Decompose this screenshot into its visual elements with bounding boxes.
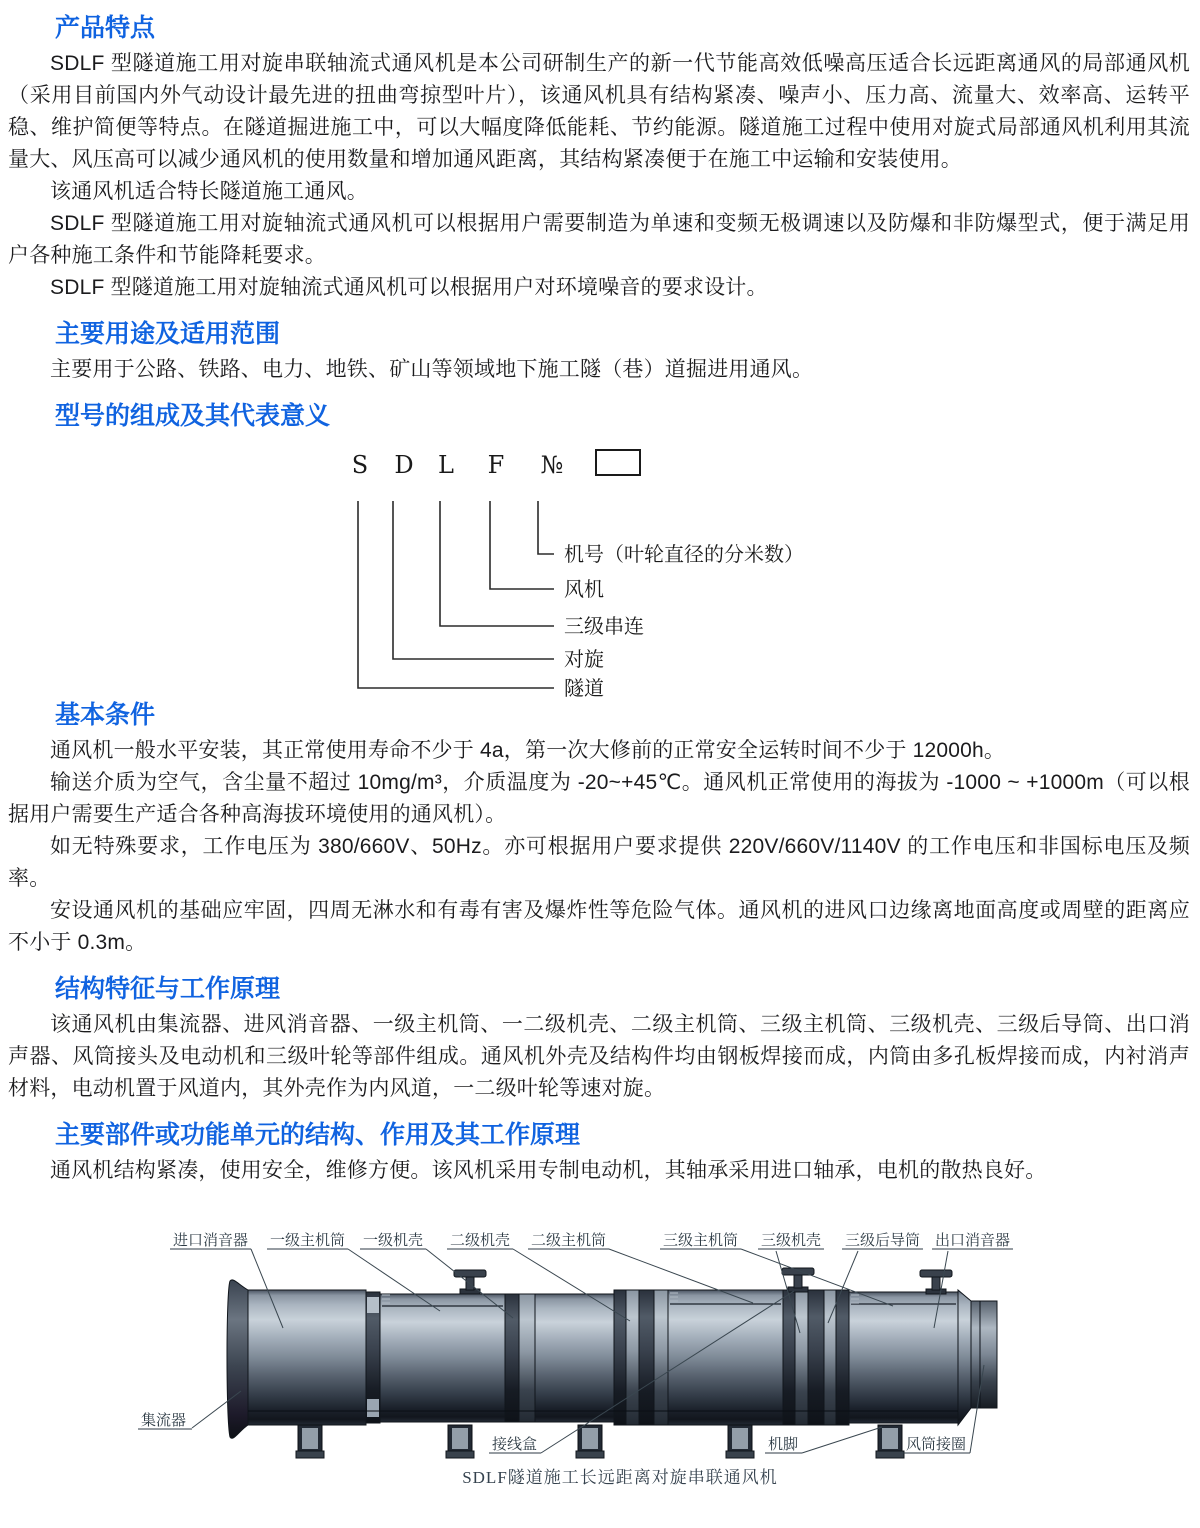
fan-assembly-drawing bbox=[8, 1213, 1190, 1528]
features-paragraph-2: 该通风机适合特长隧道施工通风。 bbox=[50, 180, 368, 203]
inlet-silencer-section bbox=[248, 1290, 366, 1425]
features-paragraph-1: SDLF 型隧道施工用对旋串联轴流式通风机是本公司研制生产的新一代节能高效低噪高压适合长远距离通风的局部通风机（采用目前国内外气动设计最先进的扭曲弯掠型叶片），该通风机具有结构紧凑、噪声小、压力高、流量大、效率高、运转平稳、维护简便等特点。在隧道掘进施工中，可以大幅度降低能耗、节约能源。隧道施工过程中使用对旋式局部通风机利用其流量大、风压高可以减少通风机的使用数量和增加通风距离，其结构紧凑便于在施工中运输和安装使用。 bbox=[8, 52, 1190, 171]
foot-2 bbox=[446, 1425, 474, 1458]
features-paragraph-3: SDLF 型隧道施工用对旋轴流式通风机可以根据用户需要制造为单速和变频无极调速以及防爆和非防爆型式，便于满足用户各种施工条件和节能降耗要求。 bbox=[8, 212, 1190, 267]
foot-4 bbox=[726, 1425, 754, 1458]
duct-connecting-ring bbox=[971, 1301, 997, 1408]
label-stage2-casing: 二级机壳 bbox=[450, 1233, 511, 1249]
stage2-casing-bar-4 bbox=[654, 1290, 668, 1425]
mounting-feet bbox=[296, 1425, 904, 1458]
heading-model-meaning: 型号的组成及其代表意义 bbox=[55, 402, 331, 430]
components-paragraph: 通风机结构紧凑，使用安全，维修方便。该风机采用专制电动机，其轴承采用进口轴承，电机的散热良好。 bbox=[50, 1159, 1047, 1182]
model-label-three-stage: 三级串连 bbox=[564, 616, 644, 638]
model-letter-no: № bbox=[540, 451, 564, 479]
stage1-casing-ring-light bbox=[519, 1294, 535, 1422]
lifting-handle-1 bbox=[454, 1270, 486, 1294]
leader-line-size bbox=[538, 501, 554, 554]
leader-line-three-stage bbox=[440, 501, 554, 626]
features-paragraph-4: SDLF 型隧道施工用对旋轴流式通风机可以根据用户对环境噪音的要求设计。 bbox=[50, 276, 768, 299]
conditions-paragraph-2: 输送介质为空气，含尘量不超过 10mg/m³，介质温度为 -20~+45℃。通风机正常使用的海拔为 -1000 ~ +1000m（可以根据用户需要生产适合各种高海拔环境使用的通风机）。 bbox=[8, 771, 1190, 826]
label-foot: 机脚 bbox=[768, 1437, 799, 1453]
drawing-caption: SDLF隧道施工长远距离对旋串联通风机 bbox=[462, 1468, 778, 1487]
stage3-motor-barrel-section bbox=[668, 1290, 783, 1425]
conditions-paragraph-4: 安设通风机的基础应牢固，四周无淋水和有毒有害及爆炸性等危险气体。通风机的进风口边缘离地面高度或周壁的距离应不小于 0.3m。 bbox=[8, 899, 1190, 954]
model-designation-diagram bbox=[8, 436, 1190, 701]
top-callout-labels bbox=[170, 1231, 1013, 1249]
label-outlet-silencer: 出口消音器 bbox=[935, 1233, 1011, 1249]
label-stage1-casing: 一级机壳 bbox=[363, 1233, 424, 1249]
label-duct-ring: 风筒接圈 bbox=[906, 1437, 967, 1453]
stage1-motor-barrel-section bbox=[380, 1294, 505, 1422]
usage-paragraph: 主要用于公路、铁路、电力、地铁、矿山等领域地下施工隧（巷）道掘进用通风。 bbox=[50, 358, 814, 381]
bottom-label-underlines bbox=[138, 1429, 970, 1453]
outlet-taper bbox=[958, 1290, 971, 1425]
conditions-paragraph-1: 通风机一般水平安装，其正常使用寿命不少于 4a，第一次大修前的正常安全运转时间不少于 12000h。 bbox=[50, 739, 1006, 762]
model-letter-l: L bbox=[438, 451, 454, 479]
foot-3 bbox=[576, 1425, 604, 1458]
model-letter-d: D bbox=[394, 451, 414, 479]
stage3-casing-bar-5 bbox=[836, 1290, 849, 1425]
stage2-casing-bar-2 bbox=[626, 1290, 639, 1425]
model-letter-s: S bbox=[351, 451, 369, 479]
heading-usage-scope: 主要用途及适用范围 bbox=[55, 320, 281, 348]
lifting-handle-2 bbox=[920, 1270, 952, 1294]
model-label-counter-rotating: 对旋 bbox=[564, 649, 604, 671]
conditions-paragraph-3: 如无特殊要求，工作电压为 380/660V、50Hz。亦可根据用户要求提供 220V/660V/1140V 的工作电压和非国标电压及频率。 bbox=[8, 835, 1190, 890]
structure-paragraph: 该通风机由集流器、进风消音器、一级主机筒、一二级机壳、二级主机筒、三级主机筒、三级机壳、三级后导筒、出口消声器、风筒接头及电动机和三级叶轮等部件组成。通风机外壳及结构件均由钢板焊接而成，内筒由多孔板焊接而成，内衬消声材料，电动机置于风道内，其外壳作为内风道，一二级叶轮等速对旋。 bbox=[8, 1013, 1190, 1100]
foot-5 bbox=[876, 1425, 904, 1458]
outlet-silencer-section bbox=[849, 1292, 958, 1423]
foot-1 bbox=[296, 1425, 324, 1458]
model-letter-f: F bbox=[487, 451, 505, 479]
label-junction-box: 接线盒 bbox=[492, 1437, 538, 1453]
collector-bell-mouth bbox=[227, 1280, 248, 1438]
model-label-size: 机号（叶轮直径的分米数） bbox=[564, 544, 804, 566]
model-leader-lines bbox=[358, 501, 554, 688]
model-label-tunnel: 隧道 bbox=[564, 678, 604, 700]
stage2-motor-barrel-section bbox=[535, 1294, 614, 1422]
leader-foot bbox=[802, 1427, 882, 1453]
model-number-box bbox=[596, 450, 640, 475]
model-label-fan: 风机 bbox=[564, 579, 604, 601]
stage3-casing-bar-3 bbox=[808, 1290, 824, 1425]
document-content bbox=[0, 14, 1200, 1528]
label-guide-duct: 三级后导筒 bbox=[845, 1233, 921, 1249]
label-stage2-barrel: 二级主机筒 bbox=[531, 1233, 607, 1249]
label-stage3-casing: 三级机壳 bbox=[761, 1233, 822, 1249]
heading-structure-principle: 结构特征与工作原理 bbox=[55, 975, 281, 1003]
heading-product-features: 产品特点 bbox=[55, 14, 156, 42]
label-inlet-silencer: 进口消音器 bbox=[173, 1233, 249, 1249]
label-collector: 集流器 bbox=[141, 1413, 187, 1429]
leader-line-counter-rotating bbox=[393, 501, 554, 659]
label-stage3-barrel: 三级主机筒 bbox=[663, 1233, 739, 1249]
heading-basic-conditions: 基本条件 bbox=[55, 701, 156, 729]
stage3-casing-bar-4 bbox=[824, 1290, 836, 1425]
stage2-casing-bar-3 bbox=[639, 1290, 654, 1425]
leader-line-tunnel bbox=[358, 501, 554, 688]
model-diagram-svg bbox=[8, 436, 1200, 701]
label-stage1-barrel: 一级主机筒 bbox=[270, 1233, 346, 1249]
stage3-casing-bar-2 bbox=[795, 1290, 808, 1425]
fan-drawing-svg bbox=[8, 1213, 1200, 1528]
heading-main-components: 主要部件或功能单元的结构、作用及其工作原理 bbox=[55, 1121, 581, 1149]
leader-line-fan bbox=[490, 501, 554, 589]
